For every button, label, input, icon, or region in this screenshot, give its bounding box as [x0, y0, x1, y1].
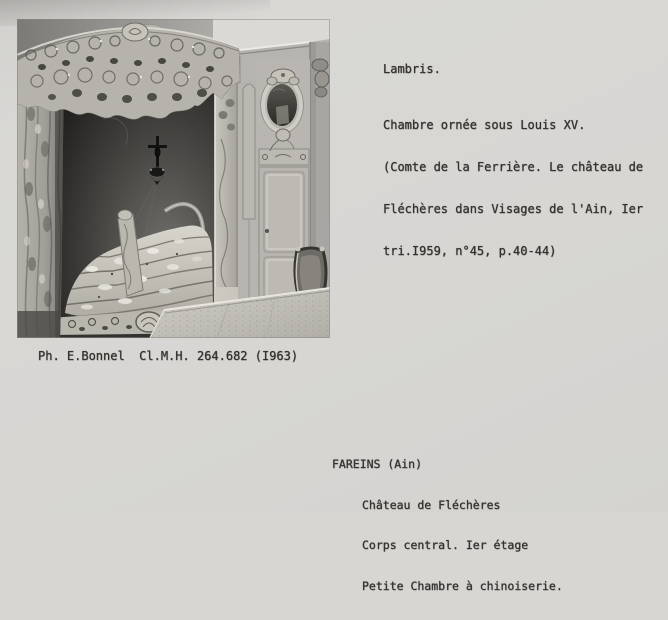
subject-line: (Comte de la Ferrière. Le château de — [383, 160, 644, 174]
subject-line: tri.I959, n°45, p.40-44) — [383, 244, 557, 258]
photo-print — [17, 19, 330, 338]
alcove-curtain — [17, 74, 65, 338]
alcove-column — [212, 57, 240, 324]
subject-line: Fléchères dans Visages de l'Ain, Ier — [383, 202, 644, 216]
location-line: Château de Fléchères — [362, 497, 501, 512]
location-line: Corps central. Ier étage — [362, 538, 529, 552]
subject-title: Lambris. — [383, 62, 441, 76]
subject-block — [383, 34, 643, 286]
subject-line: Chambre ornée sous Louis XV. — [383, 118, 586, 132]
location-block — [332, 431, 563, 620]
location-heading: FAREINS (Ain) — [332, 457, 423, 471]
photo-scene-svg — [17, 19, 330, 338]
location-line: Petite Chambre à chinoiserie. — [362, 578, 563, 593]
photo-caption: Ph. E.Bonnel Cl.M.H. 264.682 (I963) — [38, 349, 299, 363]
pelmet-cartouche — [122, 23, 148, 41]
